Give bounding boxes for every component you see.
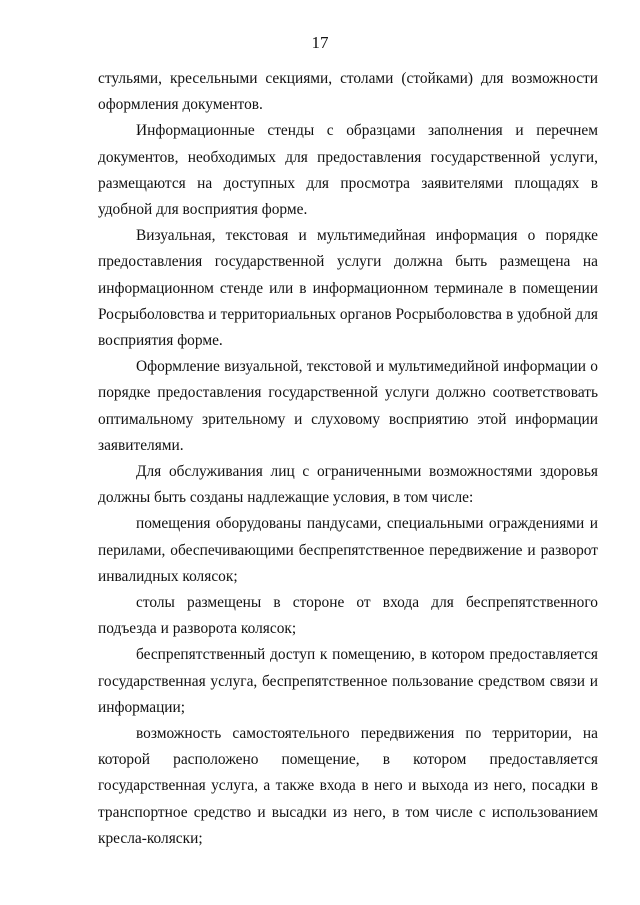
page-number: 17 (311, 33, 329, 52)
document-body (98, 66, 598, 852)
paragraph-info-design: Оформление визуальной, текстовой и мультимедийной информации о порядке предоставления государственной услуги должно соответствовать оптимальному зрительному и слуховому восприятию этой информации заявителями. (98, 358, 598, 454)
paragraph-info-stands: Информационные стенды с образцами заполнения и перечнем документов, необходимых для предоставления государственной услуги, размещаются на доступных для просмотра заявителями площадях в удобной для восприятия форме. (98, 122, 598, 219)
paragraph-continuation: стульями, кресельными секциями, столами (стойками) для возможности оформления документов. (98, 70, 598, 114)
paragraph-movement: возможность самостоятельного передвижения по территории, на которой расположено помещение, в котором предоставляется государственная услуга, а также входа в него и выхода из него, посадки в транспортное средство и высадки из него, в том числе с использованием кресла-коляски; (98, 725, 598, 847)
paragraph-ramps: помещения оборудованы пандусами, специальными ограждениями и перилами, обеспечивающими беспрепятственное передвижение и разворот инвалидных колясок; (98, 515, 598, 585)
paragraph-accessibility-intro: Для обслуживания лиц с ограниченными возможностями здоровья должны быть созданы надлежащие условия, в том числе: (98, 463, 598, 507)
paragraph-access: беспрепятственный доступ к помещению, в котором предоставляется государственная услуга, беспрепятственное пользование средством связи и информации; (98, 646, 598, 716)
paragraph-multimedia-info: Визуальная, текстовая и мультимедийная информация о порядке предоставления государственной услуги должна быть размещена на информационном стенде или в информационном терминале в помещении Росрыболовства и территориальных органов Росрыболовства в удобной для восприятия форме. (98, 227, 598, 350)
paragraph-tables: столы размещены в стороне от входа для беспрепятственного подъезда и разворота колясок; (98, 594, 598, 638)
